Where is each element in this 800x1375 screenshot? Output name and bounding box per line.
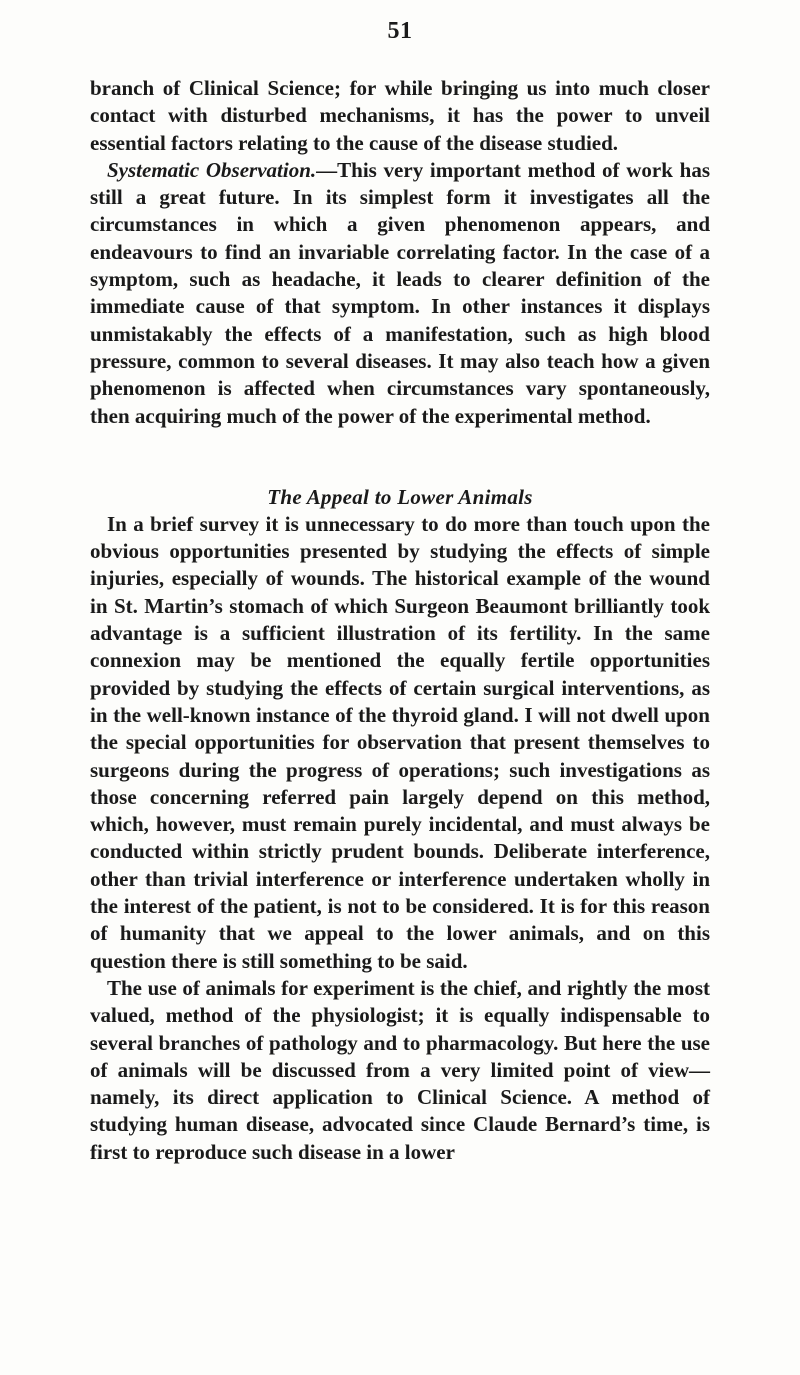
section-lead-systematic-observation: Systematic Observation. <box>107 157 317 182</box>
section-heading: The Appeal to Lower Animals <box>267 484 533 509</box>
page-number: 51 <box>387 18 413 44</box>
paragraph-systematic-observation <box>90 157 710 430</box>
paragraph-animals: The use of animals for experiment is the chief, and rightly the most valued, method of the physiologist; it is equally indispensable to several branches of pathology and to pharmacology. But here the use of animals will be discussed from a very limited point of view—namely, its direct application to Clinical Science. A method of studying human disease, advocated since Claude Bernard’s time, is first to reproduce such disease in a lower <box>90 975 710 1164</box>
page-body <box>90 75 710 1166</box>
paragraph-body: —This very important method of work has still a great future. In its simplest form it investigates all the circumstances in which a given phenomenon appears, and endeavours to find an invariable correlating factor. In the case of a symptom, such as headache, it leads to clearer definition of the immediate cause of that symptom. In other instances it displays unmistakably the effects of a manifestation, such as high blood pressure, common to several diseases. It may also teach how a given phenomenon is affected when circumstances vary spontaneously, then acquiring much of the power of the experimental method. <box>90 157 710 428</box>
paragraph-wounds: In a brief survey it is unnecessary to do more than touch upon the obvious opportunities presented by studying the effects of simple injuries, especially of wounds. The historical example of the wound in St. Martin’s stomach of which Surgeon Beaumont brilliantly took advantage is a sufficient illustration of its fertility. In the same connexion may be mentioned the equally fertile opportunities provided by studying the effects of certain surgical interventions, as in the well-known instance of the thyroid gland. I will not dwell upon the special opportunities for observation that present themselves to surgeons during the progress of operations; such investigations as those concerning referred pain largely depend on this method, which, however, must remain purely incidental, and must always be conducted within strictly prudent bounds. Deliberate interference, other than trivial interference or interference undertaken wholly in the interest of the patient, is not to be considered. It is for this reason of humanity that we appeal to the lower animals, and on this question there is still something to be said. <box>90 511 710 973</box>
section-heading-wrapper <box>90 457 710 511</box>
paragraph-continued: branch of Clinical Science; for while bringing us into much closer contact with disturbed mechanisms, it has the power to unveil essential factors relating to the cause of the disease studied. <box>90 76 710 155</box>
